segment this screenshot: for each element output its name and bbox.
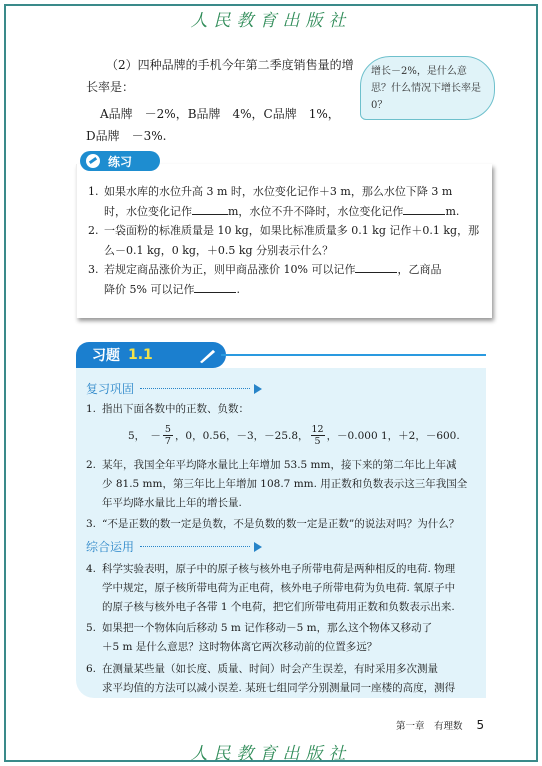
item-text: 的原子核与核外电子各带 1 个电荷，把它们所带电荷用正数和负数表示出来. [102, 601, 455, 613]
dotted-line [140, 546, 250, 547]
brand-growth-line-2: D品牌 －3%. [86, 129, 167, 143]
number-text: ，－0.000 1，＋2，－600. [326, 430, 460, 442]
arrow-icon [254, 384, 262, 394]
thought-bubble: 增长－2%，是什么意思？什么情况下增长率是0？ [360, 56, 495, 120]
item-text: 若规定商品涨价为正，则甲商品涨价 10% 可以记作 [104, 263, 356, 276]
chapter-label: 第一章 有理数 [396, 721, 463, 732]
exercise-item [88, 221, 490, 260]
answer-blank[interactable] [192, 203, 228, 215]
item-text: 降价 5% 可以记作 [104, 282, 195, 296]
item-number: 2. [86, 459, 97, 471]
exercise-tag-label: 练习 [108, 154, 133, 169]
q2-line-2: 长率是： [86, 80, 135, 94]
fraction [163, 424, 173, 447]
item-text: 指出下面各数中的正数、负数： [102, 403, 249, 415]
item-text: 时，水位变化记作 [104, 204, 192, 218]
item-text: 如果把一个物体向后移动 5 m 记作移动－5 m，那么这个物体又移动了 [102, 622, 433, 634]
item-text: 少 81.5 mm，第三年比上年增加 108.7 mm. 用正数和负数表示这三年我国全 [102, 478, 468, 490]
answer-blank[interactable] [194, 281, 236, 293]
item-text: 学中规定，原子核所带电荷为正电荷，核外电子所带电荷为负电荷. 氧原子中 [102, 582, 456, 594]
hw-question-6 [86, 660, 486, 698]
number-text: 5， － [128, 430, 161, 442]
item-text: m，水位不升不降时，水位变化记作 [228, 204, 404, 218]
hw-question-5 [86, 619, 486, 657]
denominator: 7 [164, 436, 171, 447]
item-text: . [236, 282, 240, 296]
question-2-block [86, 54, 356, 147]
denominator: 5 [314, 436, 321, 447]
section-application [86, 538, 262, 555]
homework-title: 习题 [92, 348, 120, 364]
pen-icon [196, 346, 218, 364]
item-text: 科学实验表明，原子中的原子核与核外电子所带电荷是两种相反的电荷. 物理 [102, 563, 456, 575]
hw-question-1 [86, 400, 486, 419]
item-text: 某年，我国全年平均降水量比上年增加 53.5 mm，接下来的第二年比上年减 [102, 459, 457, 471]
answer-blank[interactable] [403, 203, 445, 215]
exercise-item [88, 182, 490, 221]
item-number: 1. [86, 403, 97, 415]
numerator: 12 [311, 424, 324, 435]
section-review [86, 380, 262, 397]
publisher-watermark-top: 人民教育出版社 [190, 11, 352, 31]
hw-question-4 [86, 560, 486, 617]
item-text: 一袋面粉的标准质量是 10 kg，如果比标准质量多 0.1 kg 记作＋0.1 kg，那 [104, 224, 480, 237]
item-number: 5. [86, 622, 97, 634]
item-text: 年平均降水量比上年的增长量. [102, 497, 242, 509]
item-number: 4. [86, 563, 97, 575]
dotted-line [140, 388, 250, 389]
page-number: 5 [476, 718, 485, 732]
section-review-label: 复习巩固 [86, 382, 135, 396]
item-number: 6. [86, 663, 97, 675]
exercise-tag [80, 151, 160, 171]
item-text: 在测量某些量（如长度、质量、时间）时会产生误差，有时采用多次测量 [102, 663, 438, 675]
answer-blank[interactable] [355, 261, 397, 273]
number-text: ，0，0.56，－3，－25.8， [174, 430, 309, 442]
item-text: 么－0.1 kg，0 kg，＋0.5 kg 分别表示什么？ [104, 243, 334, 257]
pencil-icon [86, 154, 100, 168]
hw-question-3 [86, 515, 486, 534]
arrow-icon [254, 542, 262, 552]
item-text: ，乙商品 [397, 263, 442, 276]
item-number: 1. [88, 185, 99, 198]
brand-growth-line-1: A品牌 －2%，B品牌 4%，C品牌 1%， [100, 107, 340, 121]
homework-header [76, 342, 486, 368]
number-list [128, 424, 460, 447]
exercise-item [88, 260, 490, 299]
exercise-list [88, 182, 490, 299]
item-text: “不是正数的数一定是负数，不是负数的数一定是正数”的说法对吗？为什么？ [102, 518, 460, 530]
item-number: 3. [88, 263, 99, 276]
numerator: 5 [164, 424, 171, 435]
item-number: 3. [86, 518, 97, 530]
page-footer [396, 718, 484, 732]
item-text: m. [445, 204, 460, 218]
homework-number: 1.1 [128, 347, 153, 363]
hw-question-2 [86, 456, 486, 513]
item-text: 求平均值的方法可以减小误差. 某班七组同学分别测量同一座楼的高度，测得 [102, 682, 456, 694]
item-text: ＋5 m 是什么意思？这时物体离它两次移动前的位置多远？ [102, 641, 378, 653]
fraction [311, 424, 325, 447]
header-rule [221, 354, 486, 356]
item-number: 2. [88, 224, 99, 237]
section-application-label: 综合运用 [86, 540, 135, 554]
q2-line-1: （2）四种品牌的手机今年第二季度销售量的增 [106, 58, 354, 72]
publisher-watermark-bottom: 人民教育出版社 [190, 744, 352, 764]
item-text: 如果水库的水位升高 3 m 时，水位变化记作＋3 m，那么水位下降 3 m [104, 185, 453, 198]
